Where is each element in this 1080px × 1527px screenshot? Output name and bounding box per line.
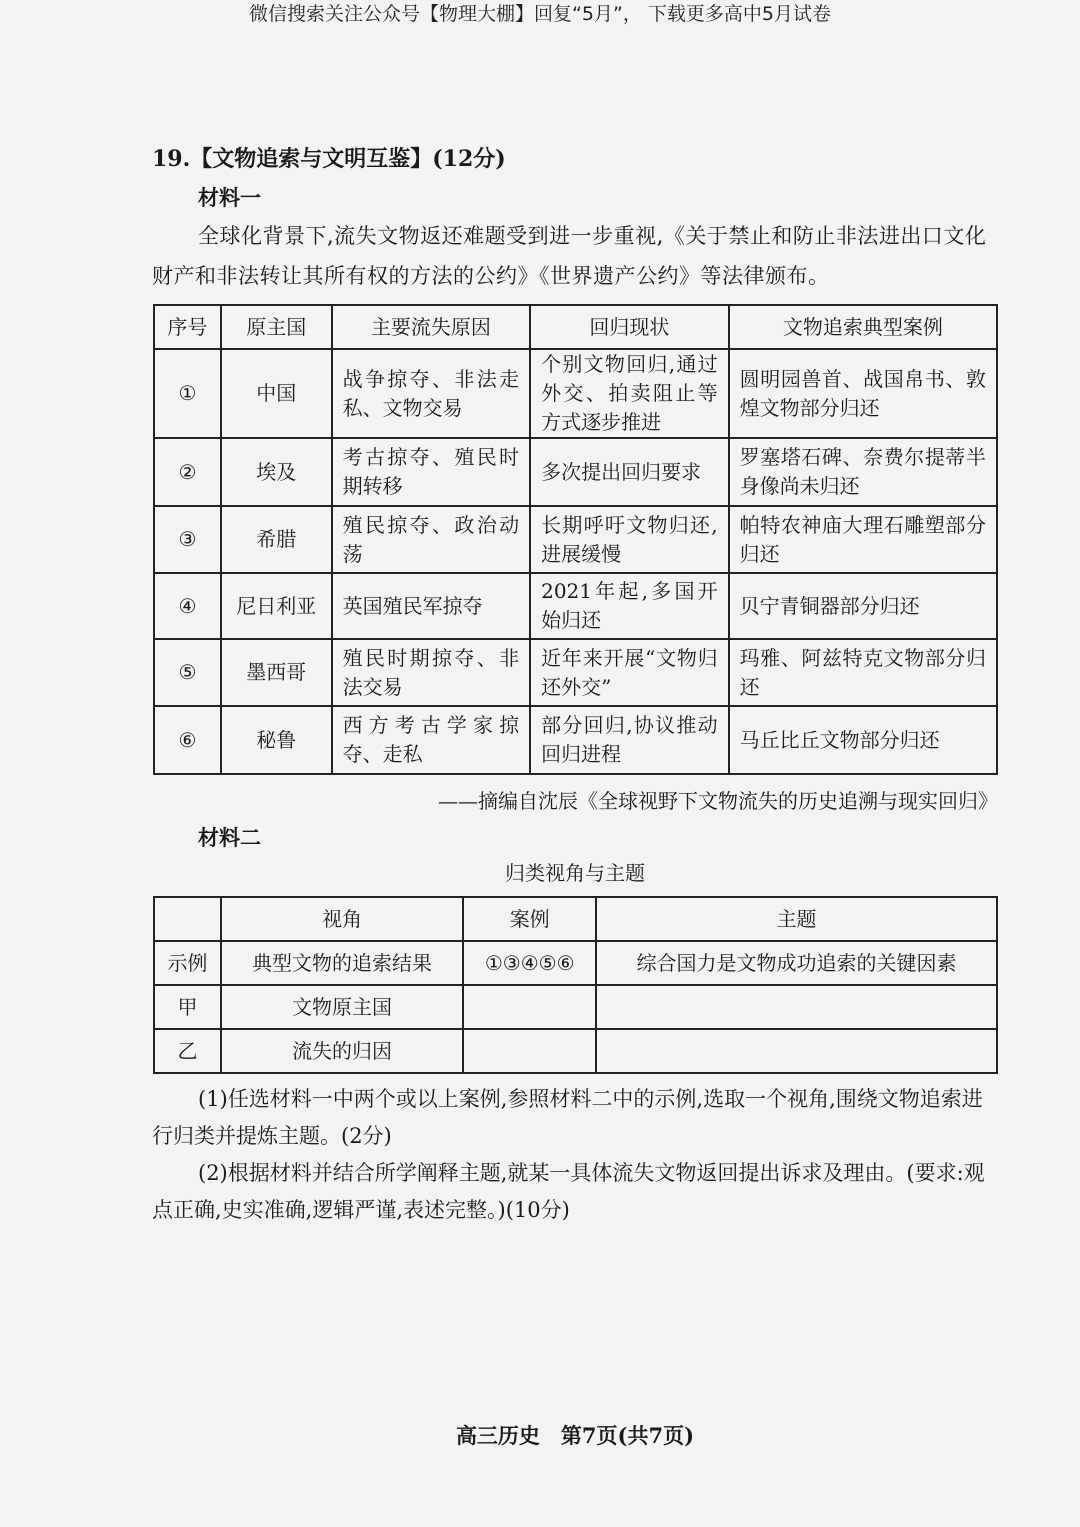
table-cell: 希腊	[221, 506, 332, 573]
table-cell: 考古掠夺、殖民时期转移	[332, 438, 531, 506]
table-cell: 罗塞塔石碑、奈费尔提蒂半身像尚未归还	[729, 438, 997, 506]
table-cell: 殖民时期掠夺、非法交易	[332, 639, 531, 706]
table-cell: 贝宁青铜器部分归还	[729, 573, 997, 639]
table-cell: 埃及	[221, 438, 332, 506]
material2-table	[153, 896, 998, 1074]
table-cell: 殖民掠夺、政治动荡	[332, 506, 531, 573]
table-row	[154, 706, 997, 774]
table-row	[154, 985, 997, 1029]
table-cell: 英国殖民军掠夺	[332, 573, 531, 639]
table-cell: ②	[154, 438, 221, 506]
table-cell: 示例	[154, 941, 221, 985]
table-header-row	[154, 897, 997, 941]
table-cell: 近年来开展“文物归还外交”	[530, 639, 729, 706]
answer-cell	[596, 1029, 997, 1073]
table-cell: ⑤	[154, 639, 221, 706]
table-cell: 个别文物回归,通过外交、拍卖阻止等方式逐步推进	[530, 349, 729, 438]
table-row	[154, 349, 997, 438]
table-cell: ⑥	[154, 706, 221, 774]
table-row	[154, 1029, 997, 1073]
top-banner: 微信搜索关注公众号【物理大棚】回复“5月”， 下载更多高中5月试卷	[249, 3, 831, 25]
table-cell: 圆明园兽首、战国帛书、敦煌文物部分归还	[729, 349, 997, 438]
table-cell: 战争掠夺、非法走私、文物交易	[332, 349, 531, 438]
table-cell: 长期呼吁文物归还,进展缓慢	[530, 506, 729, 573]
table-cell: ③	[154, 506, 221, 573]
header-cell: 回归现状	[530, 305, 729, 349]
answer-cell	[596, 985, 997, 1029]
table-cell: ①③④⑤⑥	[463, 941, 596, 985]
table-row	[154, 438, 997, 506]
header-cell	[154, 897, 221, 941]
header-cell: 案例	[463, 897, 596, 941]
table-cell: 文物原主国	[221, 985, 463, 1029]
table-row	[154, 639, 997, 706]
table-cell: 帕特农神庙大理石雕塑部分归还	[729, 506, 997, 573]
table-cell: ④	[154, 573, 221, 639]
sub-question-2: (2)根据材料并结合所学阐释主题,就某一具体流失文物返回提出诉求及理由。(要求:观点正确,史实准确,逻辑严谨,表述完整。)(10分)	[152, 1161, 985, 1222]
table-cell: 典型文物的追索结果	[221, 941, 463, 985]
question-title: 19.【文物追索与文明互鉴】(12分)	[152, 146, 506, 172]
table-cell: 综合国力是文物成功追索的关键因素	[596, 941, 997, 985]
header-cell: 主要流失原因	[332, 305, 531, 349]
answer-cell	[463, 1029, 596, 1073]
table-row	[154, 573, 997, 639]
material2-caption: 归类视角与主题	[505, 861, 645, 885]
header-cell: 主题	[596, 897, 997, 941]
table-cell: 部分回归,协议推动回归进程	[530, 706, 729, 774]
table-cell: 多次提出回归要求	[530, 438, 729, 506]
header-cell: 视角	[221, 897, 463, 941]
table-cell: 玛雅、阿兹特克文物部分归还	[729, 639, 997, 706]
table-header-row	[154, 305, 997, 349]
table-row	[154, 506, 997, 573]
material2-label: 材料二	[198, 825, 261, 850]
table-cell: 2021年起,多国开始归还	[530, 573, 729, 639]
table-cell: 乙	[154, 1029, 221, 1073]
table-cell: 甲	[154, 985, 221, 1029]
table-cell: 西方考古学家掠夺、走私	[332, 706, 531, 774]
table-cell: ①	[154, 349, 221, 438]
table-row	[154, 941, 997, 985]
header-cell: 序号	[154, 305, 221, 349]
material1-intro: 全球化背景下,流失文物返还难题受到进一步重视,《关于禁止和防止非法进出口文化财产和非法转让其所有权的方法的公约》《世界遗产公约》等法律颁布。	[152, 224, 987, 288]
table-cell: 墨西哥	[221, 639, 332, 706]
header-cell: 文物追索典型案例	[729, 305, 997, 349]
table-cell: 尼日利亚	[221, 573, 332, 639]
table-cell: 流失的归因	[221, 1029, 463, 1073]
material1-source: ——摘编自沈辰《全球视野下文物流失的历史追溯与现实回归》	[438, 789, 998, 813]
table-cell: 马丘比丘文物部分归还	[729, 706, 997, 774]
table-cell: 秘鲁	[221, 706, 332, 774]
page-footer: 高三历史 第7页(共7页)	[455, 1423, 695, 1448]
sub-question-1: (1)任选材料一中两个或以上案例,参照材料二中的示例,选取一个视角,围绕文物追索进行归类并提炼主题。(2分)	[152, 1087, 983, 1148]
header-cell: 原主国	[221, 305, 332, 349]
answer-cell	[463, 985, 596, 1029]
table-cell: 中国	[221, 349, 332, 438]
material1-label: 材料一	[198, 185, 261, 210]
material1-table	[153, 304, 998, 775]
